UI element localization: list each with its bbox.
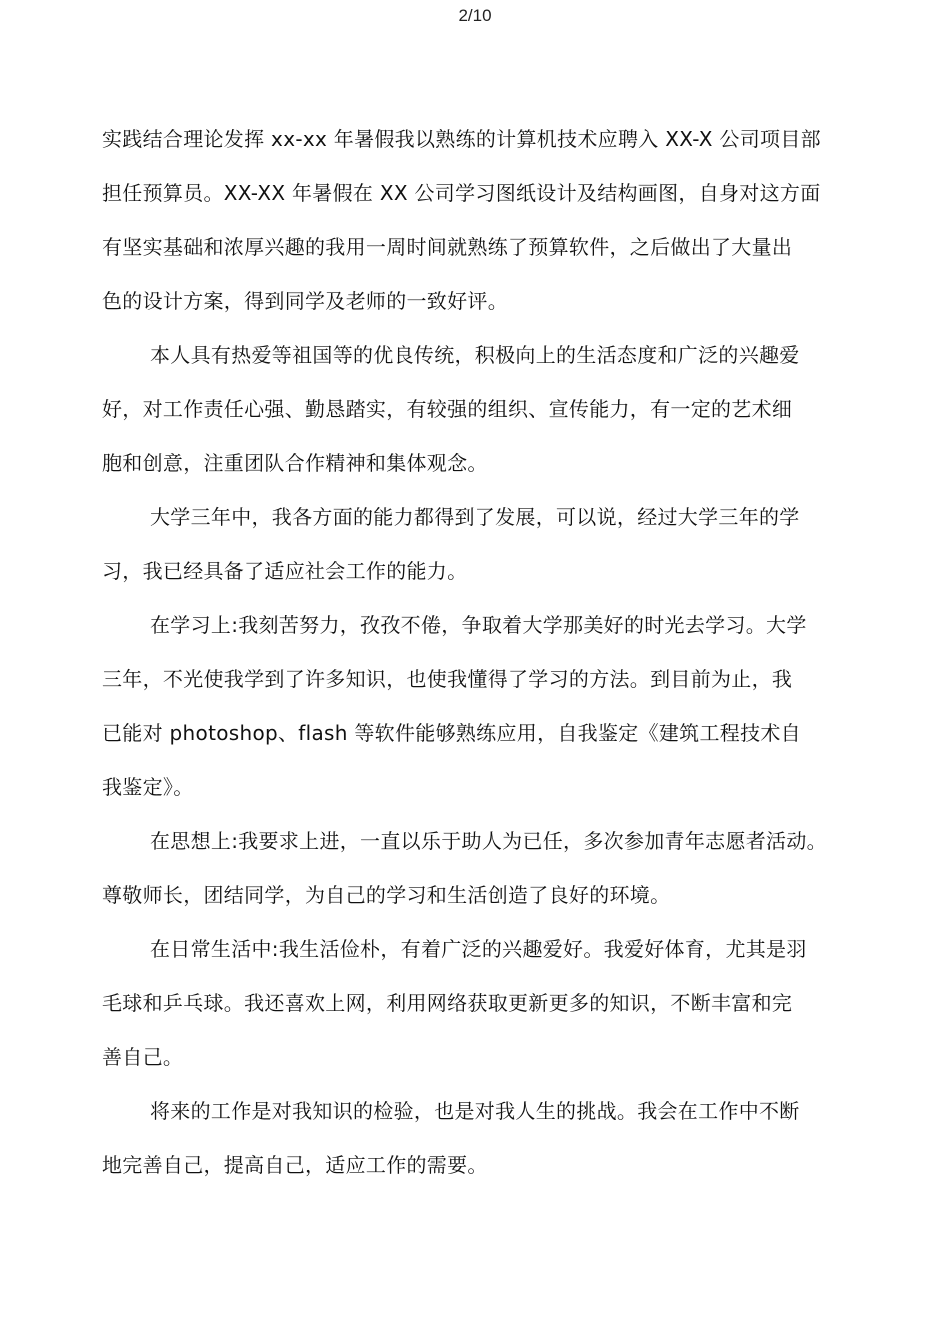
text-line: 地完善自己，提高自己，适应工作的需要。 bbox=[102, 1153, 488, 1177]
paragraph-first-line: 大学三年中，我各方面的能力都得到了发展，可以说，经过大学三年的学 bbox=[150, 505, 800, 529]
text-line: 习，我已经具备了适应社会工作的能力。 bbox=[102, 559, 468, 583]
text-line: 胞和创意，注重团队合作精神和集体观念。 bbox=[102, 451, 488, 475]
paragraph-first-line: 在日常生活中:我生活俭朴，有着广泛的兴趣爱好。我爱好体育，尤其是羽 bbox=[150, 937, 807, 961]
text-line: 色的设计方案，得到同学及老师的一致好评。 bbox=[102, 289, 508, 313]
paragraph-first-line: 在思想上:我要求上进，一直以乐于助人为已任，多次参加青年志愿者活动。 bbox=[150, 829, 827, 853]
text-line: 好，对工作责任心强、勤恳踏实，有较强的组织、宣传能力，有一定的艺术细 bbox=[102, 397, 793, 421]
paragraph-first-line: 在学习上:我刻苦努力，孜孜不倦，争取着大学那美好的时光去学习。大学 bbox=[150, 613, 807, 637]
text-line: 担任预算员。XX-XX 年暑假在 XX 公司学习图纸设计及结构画图，自身对这方面 bbox=[102, 181, 821, 205]
text-line: 尊敬师长，团结同学，为自己的学习和生活创造了良好的环境。 bbox=[102, 883, 671, 907]
text-line: 已能对 photoshop、flash 等软件能够熟练应用，自我鉴定《建筑工程技术自 bbox=[102, 721, 801, 745]
text-line: 有坚实基础和浓厚兴趣的我用一周时间就熟练了预算软件，之后做出了大量出 bbox=[102, 235, 793, 259]
document-body bbox=[102, 112, 862, 1192]
text-line: 毛球和乒乓球。我还喜欢上网，利用网络获取更新更多的知识，不断丰富和完 bbox=[102, 991, 793, 1015]
page-number: 2/10 bbox=[458, 6, 492, 25]
text-line: 善自己。 bbox=[102, 1045, 184, 1069]
text-line: 实践结合理论发挥 xx-xx 年暑假我以熟练的计算机技术应聘入 XX-X 公司项目部 bbox=[102, 127, 821, 151]
paragraph-first-line: 将来的工作是对我知识的检验，也是对我人生的挑战。我会在工作中不断 bbox=[150, 1099, 800, 1123]
paragraph-first-line: 本人具有热爱等祖国等的优良传统，积极向上的生活态度和广泛的兴趣爱 bbox=[150, 343, 800, 367]
text-line: 三年，不光使我学到了许多知识，也使我懂得了学习的方法。到目前为止，我 bbox=[102, 667, 793, 691]
text-line: 我鉴定》。 bbox=[102, 775, 194, 799]
